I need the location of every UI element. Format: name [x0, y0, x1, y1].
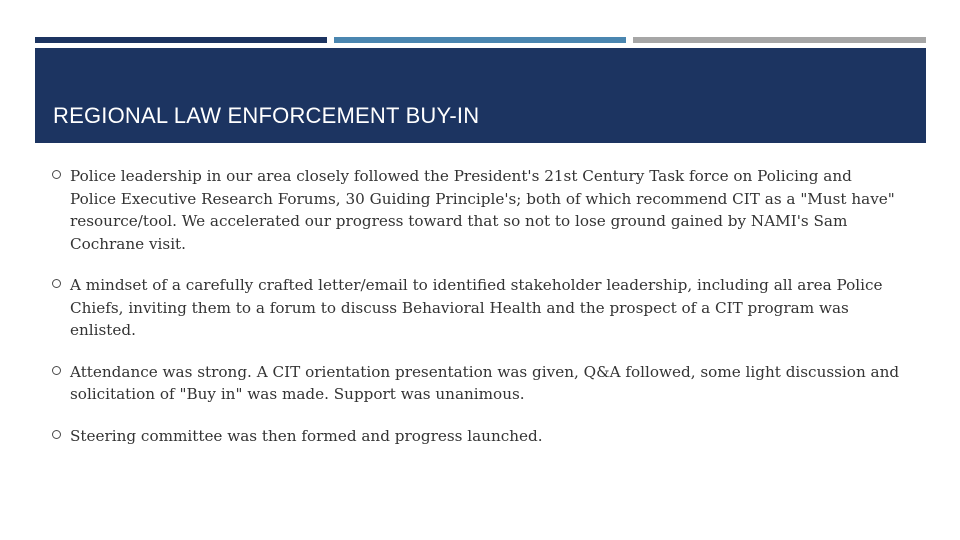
bullet-text: Attendance was strong. A CIT orientation presentation was given, Q&A followed, some light discussion and solicitation of "Buy in" was made. Support was unanimous.: [70, 362, 900, 403]
bullet-list: [52, 165, 902, 466]
circle-bullet-icon: [52, 279, 61, 288]
circle-bullet-icon: [52, 366, 61, 375]
bullet-text: Steering committee was then formed and progress launched.: [70, 426, 543, 445]
accent-stripe-navy: [35, 37, 327, 43]
circle-bullet-icon: [52, 170, 61, 179]
bullet-item: [52, 425, 902, 448]
bullet-item: [52, 274, 902, 342]
accent-stripe-gray: [633, 37, 926, 43]
bullet-text: A mindset of a carefully crafted letter/email to identified stakeholder leadership, including all area Police Chiefs, inviting them to a forum to discuss Behavioral Health and the prospect of a CIT program was enlisted.: [70, 276, 883, 339]
circle-bullet-icon: [52, 430, 61, 439]
bullet-item: [52, 165, 902, 255]
bullet-item: [52, 361, 902, 406]
accent-stripe-blue: [334, 37, 626, 43]
bullet-text: Police leadership in our area closely followed the President's 21st Century Task force on Policing and Police Executive Research Forums, 30 Guiding Principle's; both of which recommend CIT as a "Must have" resource/tool. We accelerated our progress toward that so not to lose ground gained by NAMI's Sam Cochrane visit.: [70, 167, 895, 253]
title-band: [35, 48, 926, 143]
slide-title: REGIONAL LAW ENFORCEMENT BUY-IN: [53, 103, 480, 128]
